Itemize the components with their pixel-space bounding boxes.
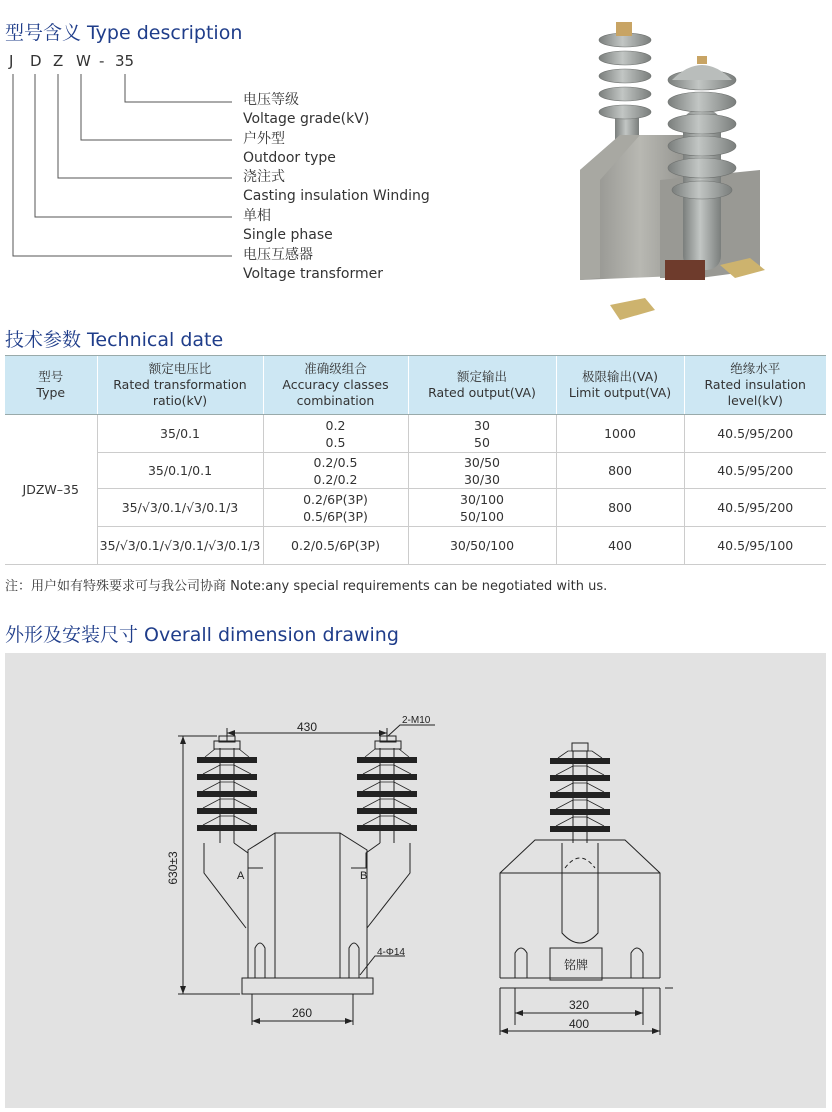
header-accuracy: 准确级组合 Accuracy classes combination xyxy=(263,356,408,415)
phase-a-label: A xyxy=(237,870,245,882)
technical-data-table xyxy=(5,355,826,565)
code-letter-d: D xyxy=(30,52,42,70)
output-cell: 30/50/100 xyxy=(408,527,556,565)
phase-b-label: B xyxy=(360,870,368,882)
dim-260: 260 xyxy=(291,1006,313,1020)
table-row xyxy=(5,415,826,453)
dimension-drawing-heading: 外形及安装尺寸 Overall dimension drawing xyxy=(5,624,399,646)
product-photo xyxy=(560,20,790,330)
technical-data-heading: 技术参数 Technical date xyxy=(5,329,224,351)
type-item-voltage-transformer: 电压互感器 Voltage transformer xyxy=(243,247,383,282)
output-cell: 30/50 30/30 xyxy=(408,453,556,489)
special-requirements-note: 注：用户如有特殊要求可与我公司协商 Note:any special requirements can be negotiated with us. xyxy=(5,579,608,594)
table-row xyxy=(5,527,826,565)
output-cell: 30 50 xyxy=(408,415,556,453)
insulation-cell: 40.5/95/100 xyxy=(684,527,826,565)
limit-cell: 400 xyxy=(556,527,684,565)
type-item-casting: 浇注式 Casting insulation Winding xyxy=(243,169,430,204)
code-letter-j: J xyxy=(9,52,14,70)
ratio-cell: 35/0.1 xyxy=(97,415,263,453)
dimension-drawing xyxy=(5,653,826,1108)
output-cell: 30/100 50/100 xyxy=(408,489,556,527)
header-limit: 极限输出(VA) Limit output(VA) xyxy=(556,356,684,415)
dim-holes: 4-Φ14 xyxy=(377,947,405,958)
dim-630: 630±3 xyxy=(166,851,180,885)
ratio-cell: 35/0.1/0.1 xyxy=(97,453,263,489)
table-row xyxy=(5,489,826,527)
ratio-cell: 35/√3/0.1/√3/0.1/3 xyxy=(97,489,263,527)
nameplate-label: 铭牌 xyxy=(563,958,589,972)
limit-cell: 1000 xyxy=(556,415,684,453)
header-type: 型号 Type xyxy=(5,356,97,415)
header-insulation: 绝缘水平 Rated insulation level(kV) xyxy=(684,356,826,415)
limit-cell: 800 xyxy=(556,453,684,489)
dim-400: 400 xyxy=(568,1017,590,1031)
code-letter-z: Z xyxy=(53,52,64,70)
type-item-single-phase: 单相 Single phase xyxy=(243,208,333,243)
dim-430: 430 xyxy=(296,720,318,734)
header-output: 额定输出 Rated output(VA) xyxy=(408,356,556,415)
code-voltage: 35 xyxy=(115,52,135,70)
accuracy-cell: 0.2/0.5 0.2/0.2 xyxy=(263,453,408,489)
accuracy-cell: 0.2/6P(3P) 0.5/6P(3P) xyxy=(263,489,408,527)
model-cell: JDZW–35 xyxy=(5,415,97,565)
table-row xyxy=(5,453,826,489)
code-letter-w: W xyxy=(76,52,91,70)
code-dash: - xyxy=(99,52,105,70)
insulation-cell: 40.5/95/200 xyxy=(684,453,826,489)
header-ratio: 额定电压比 Rated transformation ratio(kV) xyxy=(97,356,263,415)
accuracy-cell: 0.2 0.5 xyxy=(263,415,408,453)
ratio-cell: 35/√3/0.1/√3/0.1/√3/0.1/3 xyxy=(97,527,263,565)
insulation-cell: 40.5/95/200 xyxy=(684,489,826,527)
table-header-row xyxy=(5,356,826,415)
type-item-voltage: 电压等级 Voltage grade(kV) xyxy=(243,92,370,127)
type-description-heading: 型号含义 Type description xyxy=(5,22,243,44)
type-item-outdoor: 户外型 Outdoor type xyxy=(243,131,336,166)
dim-bolt: 2-M10 xyxy=(402,715,431,726)
accuracy-cell: 0.2/0.5/6P(3P) xyxy=(263,527,408,565)
limit-cell: 800 xyxy=(556,489,684,527)
insulation-cell: 40.5/95/200 xyxy=(684,415,826,453)
dimension-drawing-panel xyxy=(5,653,826,1108)
dim-320: 320 xyxy=(568,998,590,1012)
